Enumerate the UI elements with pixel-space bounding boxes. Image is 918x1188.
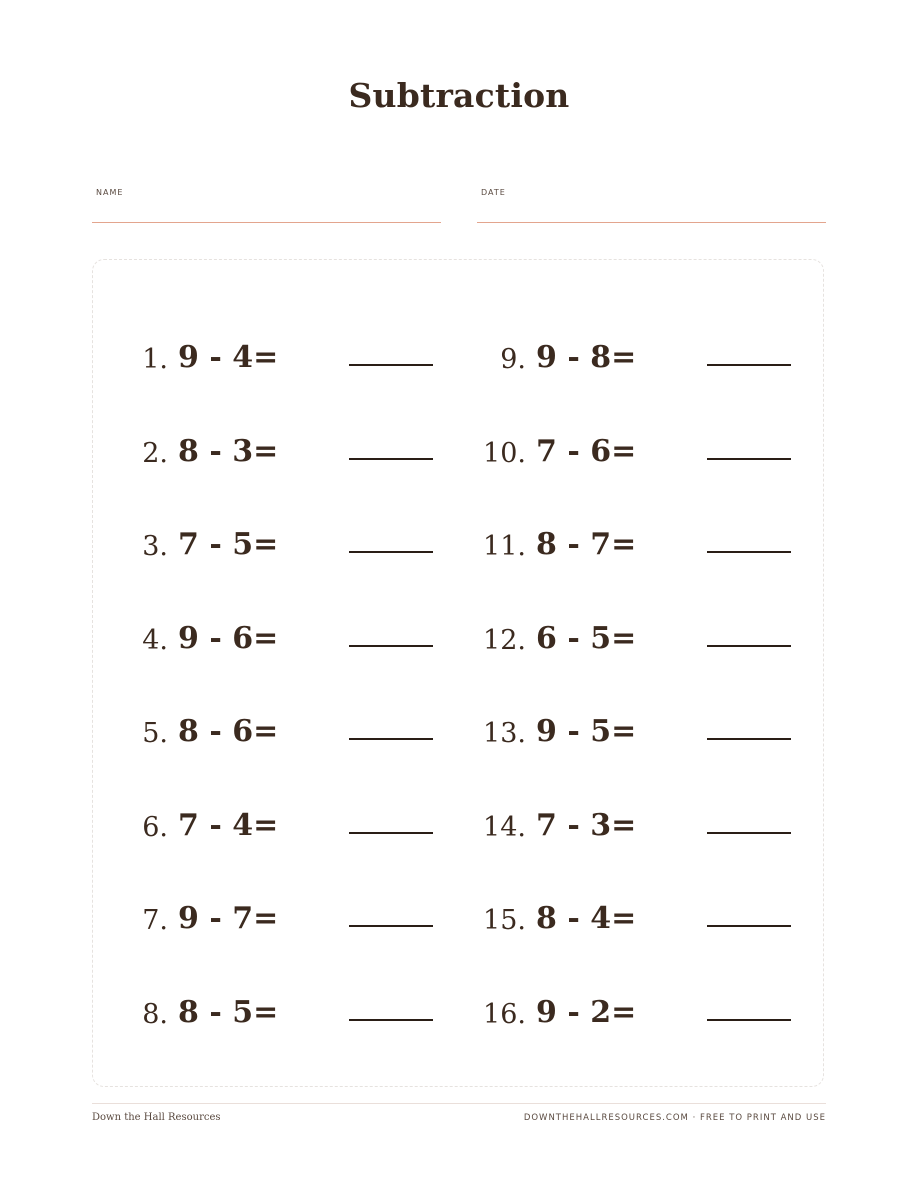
page-title: Subtraction [348,76,570,115]
problem-expression: 7 - 4= [178,807,279,843]
problem-item [88,995,398,1035]
footer-publisher: Down the Hall Resources [92,1112,221,1123]
date-field[interactable] [477,186,826,223]
problem-number: 6. [142,811,168,843]
footer-site-note: DOWNTHEHALLRESOURCES.COM · FREE TO PRINT AND USE [523,1113,826,1123]
problem-number: 9. [500,344,526,375]
answer-blank[interactable] [349,832,433,834]
name-field[interactable] [92,186,441,223]
problem-number: 10. [483,437,526,469]
answer-blank[interactable] [349,1019,433,1021]
problem-item [446,340,756,380]
footer-divider [92,1103,826,1104]
problem-item [88,434,398,474]
problem-number: 3. [142,531,168,562]
problem-item [88,808,398,848]
problem-item [446,621,756,661]
problem-number: 4. [142,624,168,656]
problem-item [88,714,398,754]
answer-blank[interactable] [349,551,433,553]
problem-item [446,527,756,567]
problem-expression: 6 - 5= [536,620,637,656]
problem-expression: 9 - 4= [178,340,279,375]
problem-item [446,434,756,474]
problem-number: 7. [142,905,168,936]
problem-expression: 8 - 4= [536,901,637,936]
problem-item [88,621,398,661]
answer-blank[interactable] [349,738,433,740]
name-label: NAME [96,188,124,197]
answer-blank[interactable] [707,645,791,647]
problem-expression: 7 - 5= [178,527,279,562]
problem-expression: 9 - 5= [536,714,637,749]
answer-blank[interactable] [349,364,433,366]
problem-number: 14. [483,811,526,843]
problem-expression: 7 - 6= [536,433,637,469]
problem-expression: 9 - 7= [178,901,279,936]
answer-blank[interactable] [349,925,433,927]
problem-expression: 9 - 8= [536,340,637,375]
answer-blank[interactable] [349,645,433,647]
problem-number: 2. [142,437,168,469]
problem-number: 5. [142,718,168,749]
problem-expression: 9 - 6= [178,620,279,656]
answer-blank[interactable] [707,551,791,553]
problem-item [446,901,756,941]
answer-blank[interactable] [349,458,433,460]
problem-number: 15. [483,905,526,936]
problem-expression: 8 - 6= [178,714,279,749]
problem-item [88,340,398,380]
problem-number: 13. [483,718,526,749]
problem-item [446,714,756,754]
problem-number: 11. [483,531,526,562]
problem-expression: 8 - 3= [178,433,279,469]
answer-blank[interactable] [707,1019,791,1021]
problem-item [446,808,756,848]
problem-expression: 8 - 7= [536,527,637,562]
problem-number: 1. [142,344,168,375]
date-label: DATE [481,188,506,197]
problem-number: 16. [483,998,526,1030]
answer-blank[interactable] [707,458,791,460]
problem-item [88,527,398,567]
problem-number: 12. [483,624,526,656]
problem-item [446,995,756,1035]
answer-blank[interactable] [707,364,791,366]
problem-expression: 7 - 3= [536,807,637,843]
problem-item [88,901,398,941]
problem-expression: 8 - 5= [178,994,279,1030]
answer-blank[interactable] [707,738,791,740]
problem-expression: 9 - 2= [536,994,637,1030]
problem-number: 8. [142,998,168,1030]
answer-blank[interactable] [707,832,791,834]
answer-blank[interactable] [707,925,791,927]
problems-panel [92,259,824,1087]
